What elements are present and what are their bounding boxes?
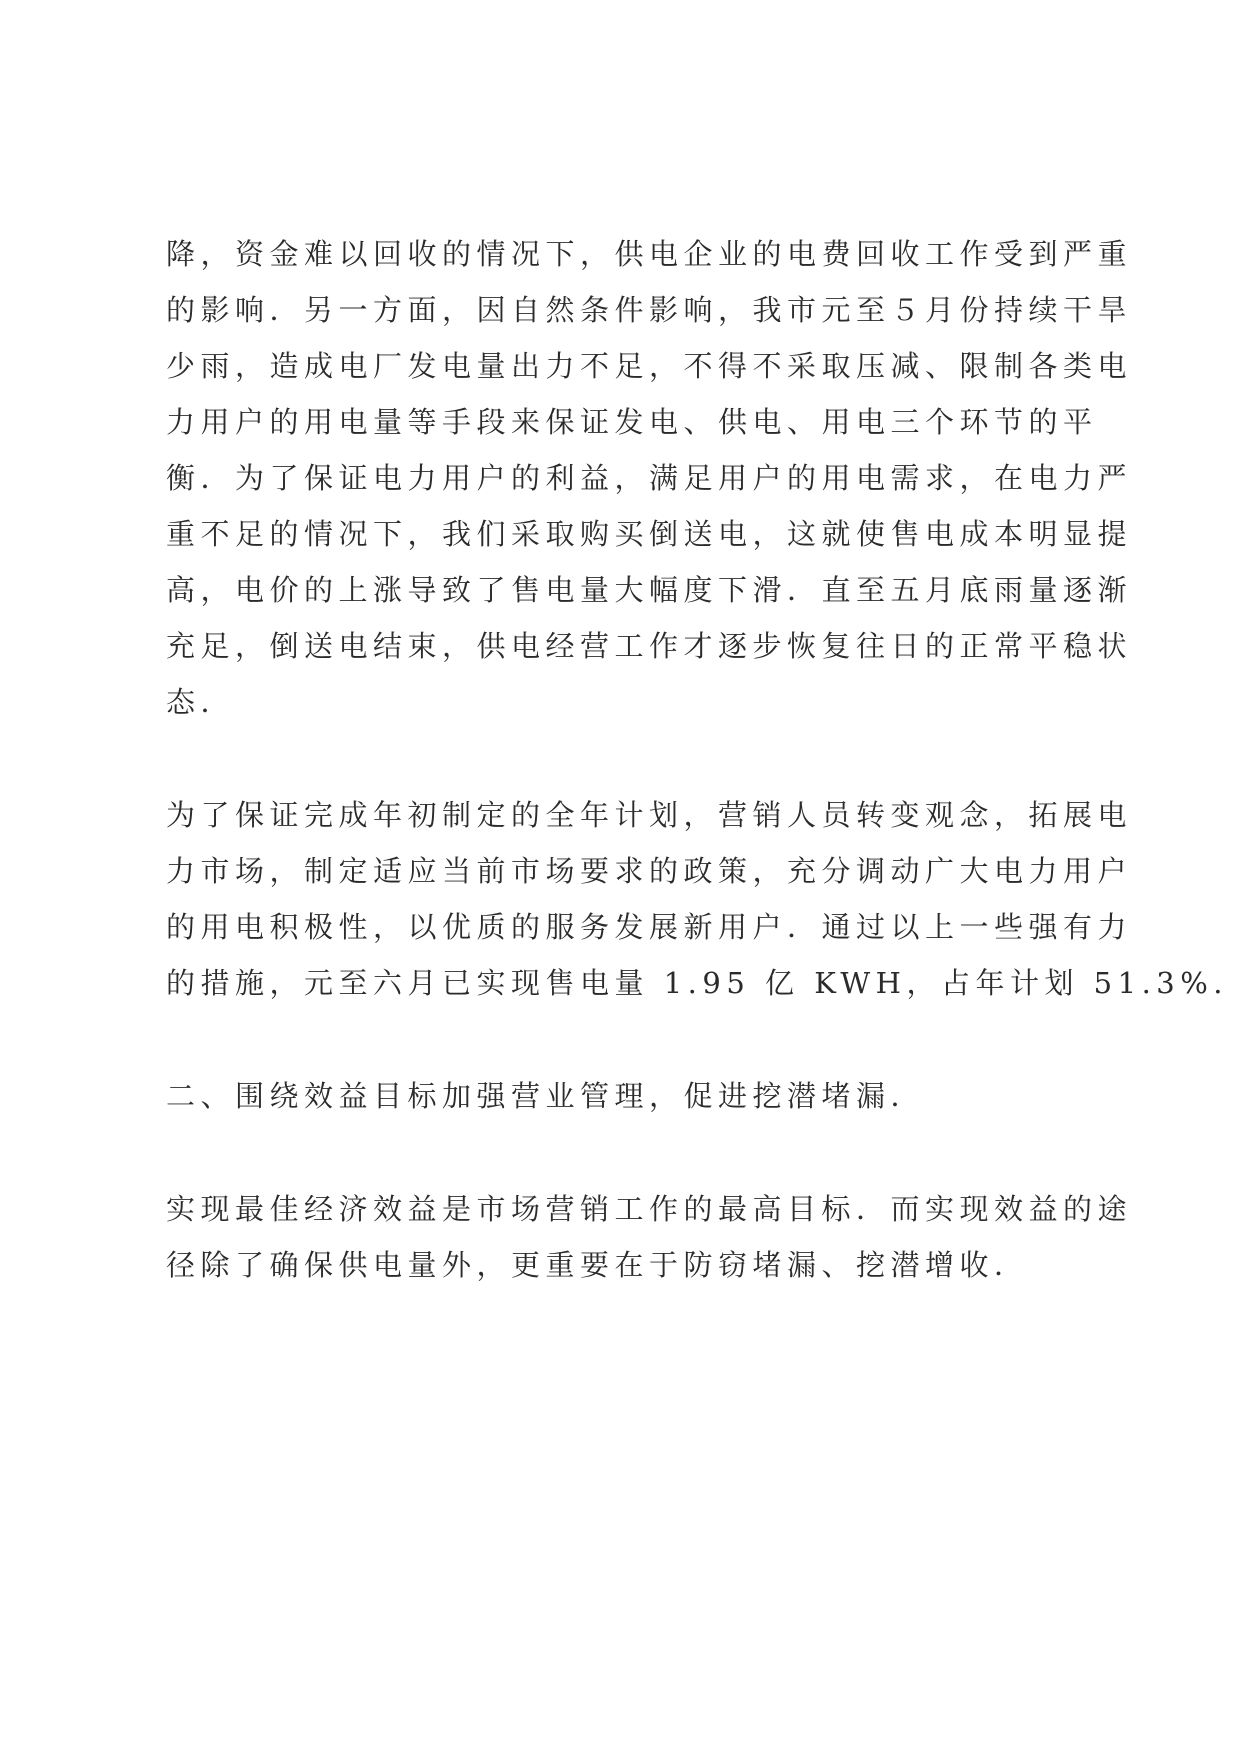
document-body xyxy=(166,226,1229,1293)
text-line: 少雨，造成电厂发电量出力不足，不得不采取压减、限制各类电 xyxy=(166,349,1133,383)
paragraph-2 xyxy=(166,787,1229,1011)
text-line: 为了保证完成年初制定的全年计划，营销人员转变观念，拓展电 xyxy=(166,798,1133,832)
text-line: 态． xyxy=(166,685,236,719)
text-line: 衡．为了保证电力用户的利益，满足用户的用电需求，在电力严 xyxy=(166,461,1133,495)
text-line: 重不足的情况下，我们采取购买倒送电，这就使售电成本明显提 xyxy=(166,517,1133,551)
text-line: 二、围绕效益目标加强营业管理，促进挖潜堵漏． xyxy=(166,1079,926,1113)
text-line: 的影响．另一方面，因自然条件影响，我市元至５月份持续干旱 xyxy=(166,293,1133,327)
text-line: 实现最佳经济效益是市场营销工作的最高目标．而实现效益的途 xyxy=(166,1192,1133,1226)
section-heading xyxy=(166,1068,1096,1124)
text-line: 力用户的用电量等手段来保证发电、供电、用电三个环节的平 xyxy=(166,405,1098,439)
text-line: 高，电价的上涨导致了售电量大幅度下滑．直至五月底雨量逐渐 xyxy=(166,573,1133,607)
text-line: 降，资金难以回收的情况下，供电企业的电费回收工作受到严重 xyxy=(166,237,1133,271)
text-line: 的用电积极性，以优质的服务发展新用户．通过以上一些强有力 xyxy=(166,910,1133,944)
paragraph-3 xyxy=(166,1181,1133,1293)
text-line: 的措施，元至六月已实现售电量 1.95 亿 KWH，占年计划 51.3%. xyxy=(166,966,1229,1000)
text-line: 充足，倒送电结束，供电经营工作才逐步恢复往日的正常平稳状 xyxy=(166,629,1133,663)
text-line: 径除了确保供电量外，更重要在于防窃堵漏、挖潜增收． xyxy=(166,1248,1029,1282)
text-line: 力市场，制定适应当前市场要求的政策，充分调动广大电力用户 xyxy=(166,854,1133,888)
paragraph-1 xyxy=(166,226,1133,730)
